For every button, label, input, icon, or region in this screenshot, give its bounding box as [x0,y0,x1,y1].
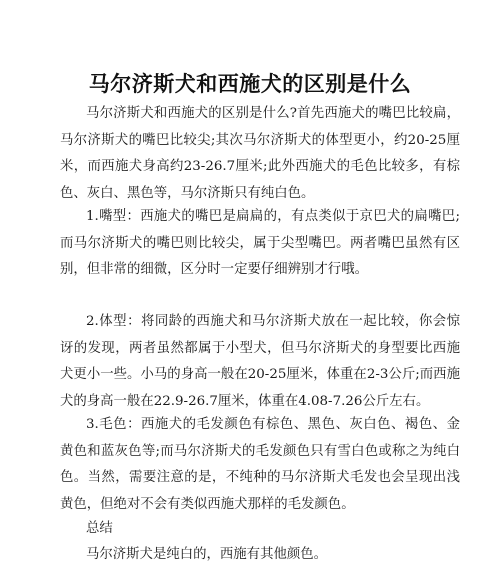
mouth-shape-paragraph: 1.嘴型：西施犬的嘴巴是扁扁的，有点类似于京巴犬的扁嘴巴;而马尔济斯犬的嘴巴则比较尖，属于尖型嘴巴。两者嘴巴虽然有区别，但非常的细微，区分时一定要仔细辨别才行哦。 [60,209,460,277]
summary-paragraph: 马尔济斯犬是纯白的，西施有其他颜色。 [86,547,328,562]
coat-color-paragraph: 3.毛色：西施犬的毛发颜色有棕色、黑色、灰白色、褐色、金黄色和蓝灰色等;而马尔济斯犬的毛发颜色只有雪白色或称之为纯白色。当然，需要注意的是，不纯种的马尔济斯犬毛发也会呈现出浅黄色，但绝对不会有类似西施犬那样的毛发颜色。 [60,417,460,512]
intro-paragraph: 马尔济斯犬和西施犬的区别是什么?首先西施犬的嘴巴比较扁，马尔济斯犬的嘴巴比较尖;其次马尔济斯犬的体型更小，约20-25厘米，而西施犬身高约23-26.7厘米;此外西施犬的毛色比较多，有棕色、灰白、黑色等，马尔济斯只有纯白色。 [60,106,460,201]
summary-heading: 总结 [86,521,113,536]
body-size-paragraph: 2.体型：将同龄的西施犬和马尔济斯犬放在一起比较，你会惊讶的发现，两者虽然都属于小型犬，但马尔济斯犬的身型要比西施犬更小一些。小马的身高一般在20-25厘米，体重在2-3公斤;而西施犬的身高一般在22.9-26.7厘米，体重在4.08-7.26公斤左右。 [60,314,460,409]
article-title: 马尔济斯犬和西施犬的区别是什么 [88,72,412,96]
